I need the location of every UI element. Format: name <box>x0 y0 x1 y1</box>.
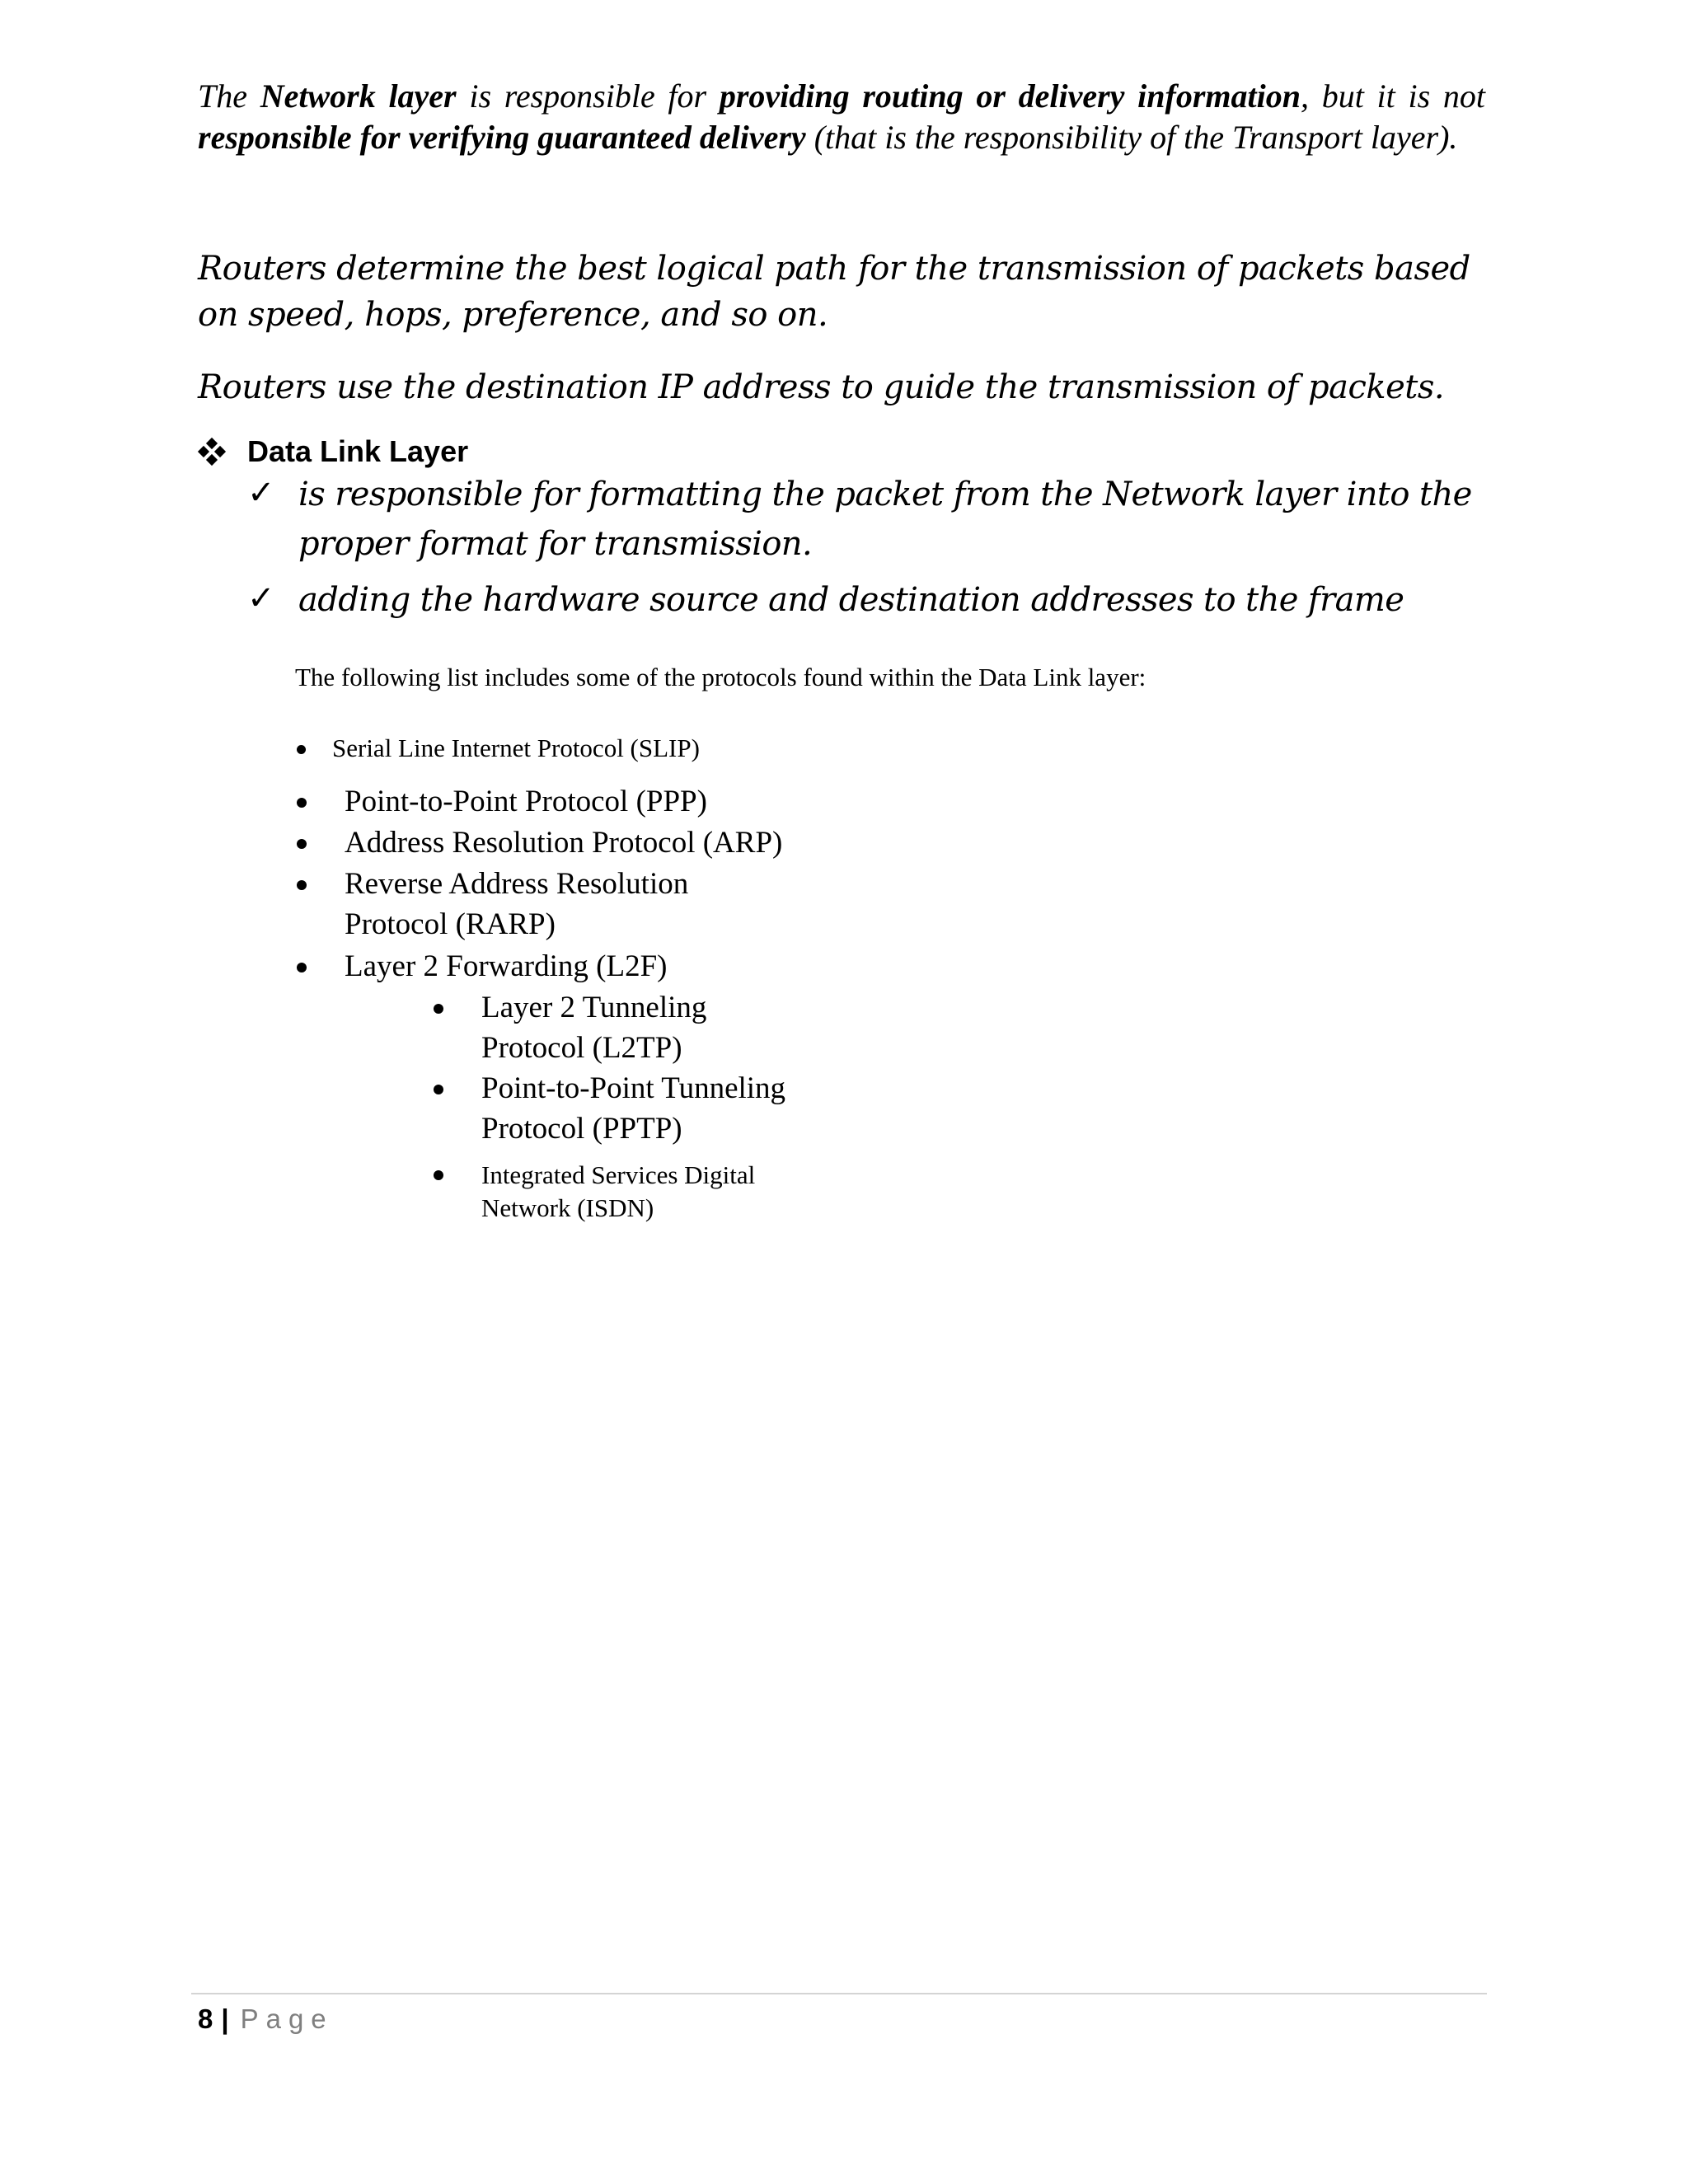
bullet-dot-icon <box>297 798 307 808</box>
bullet-dot-icon <box>434 1085 443 1094</box>
intro-text-2: is responsible for <box>456 77 720 115</box>
page-separator: | <box>221 2004 229 2034</box>
intro-bold-routing-info: providing routing or delivery information <box>719 77 1301 115</box>
list-item <box>434 987 813 1068</box>
footer-divider <box>191 1993 1487 1994</box>
list-item-text: Layer 2 Forwarding (L2F) <box>345 949 668 983</box>
list-item <box>297 864 725 944</box>
bullet-dot-icon <box>297 880 307 890</box>
check-item <box>247 470 1484 569</box>
bullet-dot-icon <box>434 1170 443 1180</box>
list-item-text: Layer 2 Tunneling Protocol (L2TP) <box>481 991 707 1065</box>
list-item-text: Serial Line Internet Protocol (SLIP) <box>332 733 700 762</box>
protocol-list-intro: The following list includes some of the protocols found within the Data Link layer: <box>295 663 1146 691</box>
four-diamond-icon <box>199 439 224 464</box>
bullet-dot-icon <box>297 745 306 754</box>
checkmark-icon: ✓ <box>247 579 274 617</box>
list-item <box>297 823 874 863</box>
list-item <box>434 1068 813 1149</box>
checkmark-icon: ✓ <box>247 474 274 512</box>
section-heading <box>199 432 468 471</box>
list-item-text: Point-to-Point Protocol (PPP) <box>345 785 707 818</box>
intro-bold-network-layer: Network layer <box>260 77 457 115</box>
list-item <box>297 781 874 822</box>
intro-bold-guaranteed-delivery: responsible for verifying guaranteed delivery <box>198 119 806 156</box>
page-number: 8 <box>198 2004 213 2034</box>
list-item <box>297 946 874 987</box>
check-item-text: is responsible for formatting the packet from the Network layer into the proper format for transmission. <box>298 476 1472 563</box>
routers-ip-paragraph: Routers use the destination IP address to guide the transmission of packets. <box>198 368 1445 406</box>
list-item <box>434 1159 813 1225</box>
check-item <box>247 575 1484 625</box>
list-item-text: Reverse Address Resolution Protocol (RARP) <box>345 867 689 941</box>
list-item-text: Integrated Services Digital Network (ISDN) <box>481 1160 756 1222</box>
intro-text-4: (that is the responsibility of the Transport layer). <box>805 119 1458 156</box>
list-item <box>297 732 700 765</box>
bullet-dot-icon <box>434 1004 443 1014</box>
bullet-dot-icon <box>297 839 307 849</box>
intro-text-1: The <box>198 77 260 115</box>
section-heading-label: Data Link Layer <box>247 434 469 468</box>
routers-path-paragraph: Routers determine the best logical path for the transmission of packets based on speed, hops, preference, and so on. <box>198 250 1470 334</box>
check-item-text: adding the hardware source and destination addresses to the frame <box>298 581 1404 619</box>
network-layer-paragraph <box>198 76 1485 158</box>
page-footer <box>198 2001 334 2037</box>
intro-text-3: , but it is not <box>1300 77 1485 115</box>
bullet-dot-icon <box>297 963 307 972</box>
list-item-text: Address Resolution Protocol (ARP) <box>345 826 783 860</box>
page-label: Page <box>240 2004 334 2034</box>
list-item-text: Point-to-Point Tunneling Protocol (PPTP) <box>481 1071 786 1146</box>
